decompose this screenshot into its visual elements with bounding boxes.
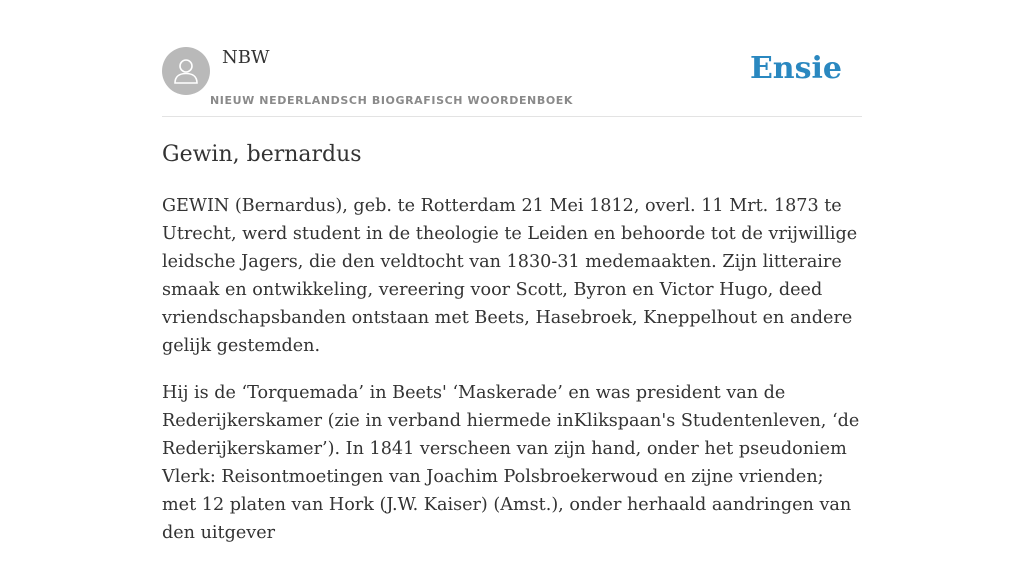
article-paragraph: GEWIN (Bernardus), geb. te Rotterdam 21 Mei 1812, overl. 11 Mrt. 1873 te Utrecht, werd student in de theologie te Leiden en behoorde tot de vrijwillige leidsche Jagers, die den veldtocht van 1830-31 medemaakten. Zijn litteraire smaak en ontwikkeling, vereering voor Scott, Byron en Victor Hugo, deed vriendschapsbanden ontstaan met Beets, Hasebroek, Kneppelhout en andere gelijk gestemden. (162, 196, 858, 356)
source-short-name[interactable]: NBW (222, 47, 270, 68)
source-header (162, 0, 862, 117)
article-title: Gewin, bernardus (162, 142, 362, 167)
article-body (162, 192, 862, 566)
source-full-name[interactable]: NIEUW NEDERLANDSCH BIOGRAFISCH WOORDENBOEK (210, 94, 574, 107)
brand-logo[interactable]: Ensie (749, 51, 842, 86)
article-page (162, 0, 862, 543)
user-icon (171, 56, 201, 86)
source-avatar[interactable] (162, 47, 210, 95)
article-paragraph: Hij is de ‘Torquemada’ in Beets' ‘Maskerade’ en was president van de Rederijkerskamer (zie in verband hiermede inKlikspaan's Studentenleven, ‘de Rederijkerskamer’). In 1841 verscheen van zijn hand, onder het pseudoniem Vlerk: Reisontmoetingen van Joachim Polsbroekerwoud en zijne vrienden; met 12 platen van Hork (J.W. Kaiser) (Amst.), onder herhaald aandringen van den uitgever (162, 383, 860, 543)
